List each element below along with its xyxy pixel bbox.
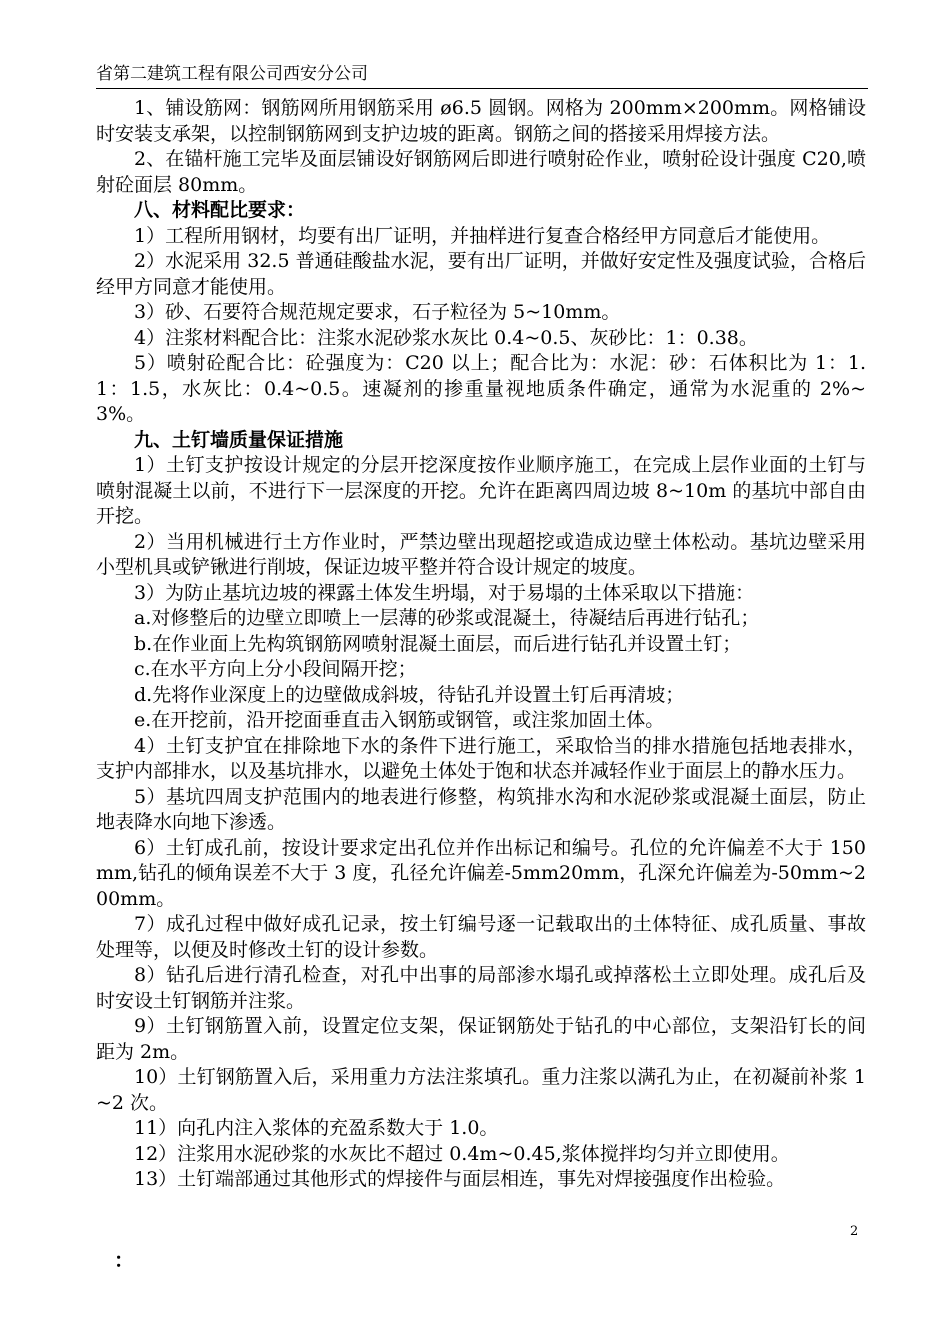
footer-mark: ：	[114, 1248, 134, 1272]
section-heading-9: 九、土钉墙质量保证措施	[134, 428, 344, 451]
paragraph-19: 5）基坑四周支护范围内的地表进行修整，构筑排水沟和水泥砂浆或混凝土面层，防止地表降水向地下渗透。	[96, 785, 866, 833]
paragraph-2: 2、在锚杆施工完毕及面层铺设好钢筋网后即进行喷射砼作业，喷射砼设计强度 C20,喷射砼面层 80mm。	[96, 148, 866, 196]
paragraph-22: 8）钻孔后进行清孔检查，对孔中出事的局部渗水塌孔或掉落松土立即处理。成孔后及时安设土钉钢筋并注浆。	[96, 964, 866, 1012]
paragraph-13: a.对修整后的边壁立即喷上一层薄的砂浆或混凝土，待凝结后再进行钻孔；	[134, 607, 760, 629]
page-number: 2	[850, 1224, 859, 1239]
paragraph-4: 1）工程所用钢材，均要有出厂证明，并抽样进行复查合格经甲方同意后才能使用。	[134, 224, 831, 247]
paragraph-16: d.先将作业深度上的边壁做成斜坡，待钻孔并设置土钉后再清坡；	[134, 683, 685, 706]
paragraph-25: 11）向孔内注入浆体的充盈系数大于 1.0。	[134, 1117, 499, 1139]
paragraph-8: 5）喷射砼配合比：砼强度为：C20 以上；配合比为：水泥：砂：石体积比为 1：1.1：1.5，水灰比：0.4~0.5。速凝剂的掺重量视地质条件确定，通常为水泥重的 2%~3%。	[96, 352, 866, 425]
paragraph-21: 7）成孔过程中做好成孔记录，按土钉编号逐一记载取出的土体特征、成孔质量、事故处理等，以便及时修改土钉的设计参数。	[96, 913, 866, 961]
paragraph-7: 4）注浆材料配合比：注浆水泥砂浆水灰比 0.4~0.5、灰砂比：1：0.38。	[134, 326, 758, 349]
paragraph-17: e.在开挖前，沿开挖面垂直击入钢筋或钢管，或注浆加固土体。	[134, 709, 665, 731]
paragraph-18: 4）土钉支护宜在排除地下水的条件下进行施工，采取恰当的排水措施包括地表排水，支护内部排水，以及基坑排水，以避免土体处于饱和状态并减轻作业于面层上的静水压力。	[96, 734, 866, 782]
paragraph-5: 2）水泥采用 32.5 普通硅酸盐水泥，要有出厂证明，并做好安定性及强度试验，合格后经甲方同意才能使用。	[96, 250, 866, 298]
page-header	[96, 62, 868, 89]
paragraph-15: c.在水平方向上分小段间隔开挖；	[134, 658, 417, 680]
paragraph-23: 9）土钉钢筋置入前，设置定位支架，保证钢筋处于钻孔的中心部位，支架沿钉长的间距为 2m。	[96, 1015, 866, 1063]
company-name: 省第二建筑工程有限公司西安分公司	[96, 64, 368, 84]
paragraph-1: 1、铺设筋网：钢筋网所用钢筋采用 ø6.5 圆钢。网格为 200mm×200mm。网格铺设时安装支承架，以控制钢筋网到支护边坡的距离。钢筋之间的搭接采用焊接方法。	[96, 97, 866, 145]
paragraph-26: 12）注浆用水泥砂浆的水灰比不超过 0.4m~0.45,浆体搅拌均匀并立即使用。	[134, 1142, 790, 1165]
paragraph-10: 1）土钉支护按设计规定的分层开挖深度按作业顺序施工，在完成上层作业面的土钉与喷射混凝土以前，不进行下一层深度的开挖。允许在距离四周边坡 8~10m 的基坑中部自由开挖。	[96, 454, 866, 527]
paragraph-24: 10）土钉钢筋置入后，采用重力方法注浆填孔。重力注浆以满孔为止，在初凝前补浆 1~2 次。	[96, 1066, 866, 1114]
paragraph-14: b.在作业面上先构筑钢筋网喷射混凝土面层，而后进行钻孔并设置土钉；	[134, 632, 742, 655]
section-heading-8: 八、材料配比要求：	[134, 199, 306, 221]
paragraph-6: 3）砂、石要符合规范规定要求，石子粒径为 5~10mm。	[134, 301, 621, 323]
document-body	[96, 96, 866, 1193]
paragraph-11: 2）当用机械进行土方作业时，严禁边壁出现超挖或造成边壁土体松动。基坑边壁采用小型机具或铲锹进行削坡，保证边坡平整并符合设计规定的坡度。	[96, 530, 866, 578]
paragraph-20: 6）土钉成孔前，按设计要求定出孔位并作出标记和编号。孔位的允许偏差不大于 150mm,钻孔的倾角误差不大于 3 度，孔径允许偏差-5mm20mm，孔深允许偏差为-50mm~200mm。	[96, 836, 866, 910]
paragraph-27: 13）土钉端部通过其他形式的焊接件与面层相连，事先对焊接强度作出检验。	[134, 1168, 786, 1190]
paragraph-12: 3）为防止基坑边坡的裸露土体发生坍塌，对于易塌的土体采取以下措施：	[134, 581, 755, 604]
